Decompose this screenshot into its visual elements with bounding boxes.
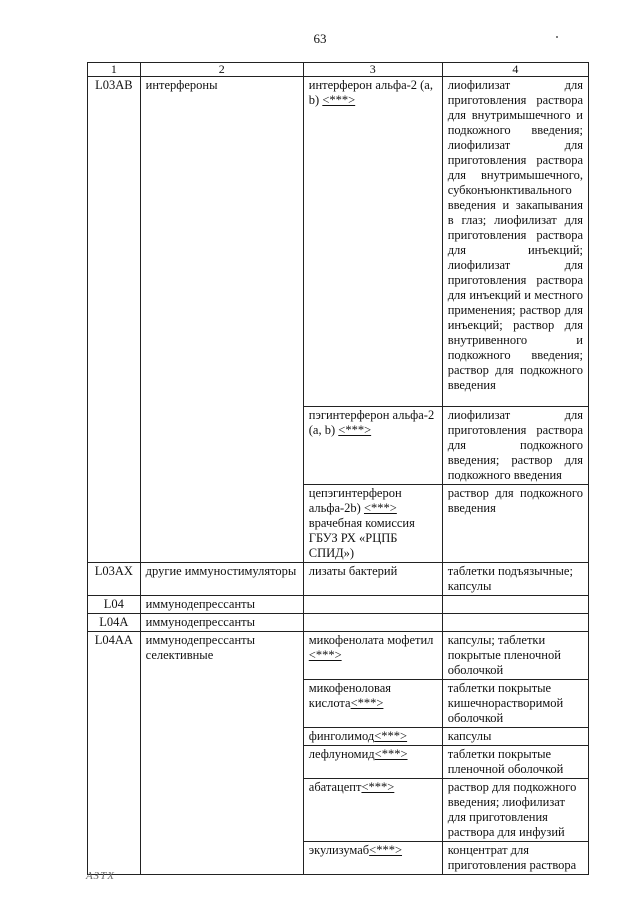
medication-table <box>87 62 589 875</box>
form-cell: капсулы; таблетки покрытые пленочной оболочкой <box>442 632 588 680</box>
drug-mark: <***> <box>374 729 408 743</box>
drug-name: экулизумаб <box>308 843 370 857</box>
drug-name: финголимод <box>308 729 375 743</box>
drug-cell <box>303 728 442 746</box>
form-cell: лиофилизат для приготовления раствора для внутримышечного и подкожного введения; лиофилизат для приготовления раствора для внутримышечного, субконъюнктивального введения и закапывания в глаз; лиофилизат для приготовления раствора для инъекций; лиофилизат для приготовления раствора для инъекций и местного применения; раствор для инъекций; раствор для внутривенного и подкожного введения; раствор для подкожного введения <box>442 77 588 407</box>
atc-code-cell: L04 <box>88 596 141 614</box>
drug-name: интерферон альфа-2 (a, b) <box>308 78 433 107</box>
drug-name: абатацепт <box>308 780 362 794</box>
atc-code-cell: L03AX <box>88 563 141 596</box>
table-header-row <box>88 63 589 77</box>
column-header: 4 <box>442 63 588 77</box>
drug-mark: <***> <box>361 780 395 794</box>
group-cell: интерфероны <box>140 77 303 563</box>
table-row <box>88 614 589 632</box>
drug-mark: <***> <box>308 648 342 662</box>
drug-note: врачебная комиссия ГБУЗ РХ «РЦПБ СПИД») <box>308 516 415 560</box>
form-cell: концентрат для приготовления раствора <box>442 842 588 875</box>
form-cell: таблетки покрытые пленочной оболочкой <box>442 746 588 779</box>
column-header: 3 <box>303 63 442 77</box>
drug-cell <box>303 596 442 614</box>
drug-name: лефлуномид <box>308 747 375 761</box>
column-header: 2 <box>140 63 303 77</box>
group-cell: иммунодепрессанты <box>140 614 303 632</box>
table-row <box>88 77 589 407</box>
drug-mark: <***> <box>322 93 356 107</box>
form-cell: раствор для подкожного введения; лиофилизат для приготовления раствора для инфузий <box>442 779 588 842</box>
drug-name: микофеноловая кислота <box>308 681 391 710</box>
atc-code-cell: L04AA <box>88 632 141 875</box>
drug-cell <box>303 842 442 875</box>
drug-cell <box>303 632 442 680</box>
table-row <box>88 632 589 680</box>
form-cell <box>442 596 588 614</box>
atc-code-cell: L03AB <box>88 77 141 563</box>
form-cell: лиофилизат для приготовления раствора для подкожного введения; раствор для подкожного введения <box>442 407 588 485</box>
group-cell: иммунодепрессанты <box>140 596 303 614</box>
form-cell: таблетки покрытые кишечнорастворимой оболочкой <box>442 680 588 728</box>
drug-name: микофенолата мофетил <box>308 633 434 647</box>
drug-cell <box>303 680 442 728</box>
drug-cell <box>303 407 442 485</box>
drug-mark: <***> <box>374 747 408 761</box>
drug-name: пэгинтерферон альфа-2 (a, b) <box>308 408 435 437</box>
group-cell: другие иммуностимуляторы <box>140 563 303 596</box>
form-cell: раствор для подкожного введения <box>442 485 588 563</box>
atc-code-cell: L04A <box>88 614 141 632</box>
drug-cell <box>303 77 442 407</box>
form-cell: капсулы <box>442 728 588 746</box>
drug-cell <box>303 746 442 779</box>
drug-cell <box>303 779 442 842</box>
scan-speck <box>556 36 558 38</box>
drug-name: цепэгинтерферон альфа-2b) <box>308 486 402 515</box>
form-cell: таблетки подъязычные; капсулы <box>442 563 588 596</box>
drug-cell <box>303 614 442 632</box>
form-cell <box>442 614 588 632</box>
column-header: 1 <box>88 63 141 77</box>
drug-cell: лизаты бактерий <box>303 563 442 596</box>
table-row <box>88 596 589 614</box>
drug-mark: <***> <box>363 501 397 515</box>
drug-mark: <***> <box>338 423 372 437</box>
page-number: 63 <box>313 31 327 46</box>
drug-cell <box>303 485 442 563</box>
drug-mark: <***> <box>350 696 384 710</box>
group-cell: иммунодепрессанты селективные <box>140 632 303 875</box>
drug-mark: <***> <box>369 843 403 857</box>
footer-mark: АЗТХ <box>86 870 115 882</box>
table-row <box>88 563 589 596</box>
